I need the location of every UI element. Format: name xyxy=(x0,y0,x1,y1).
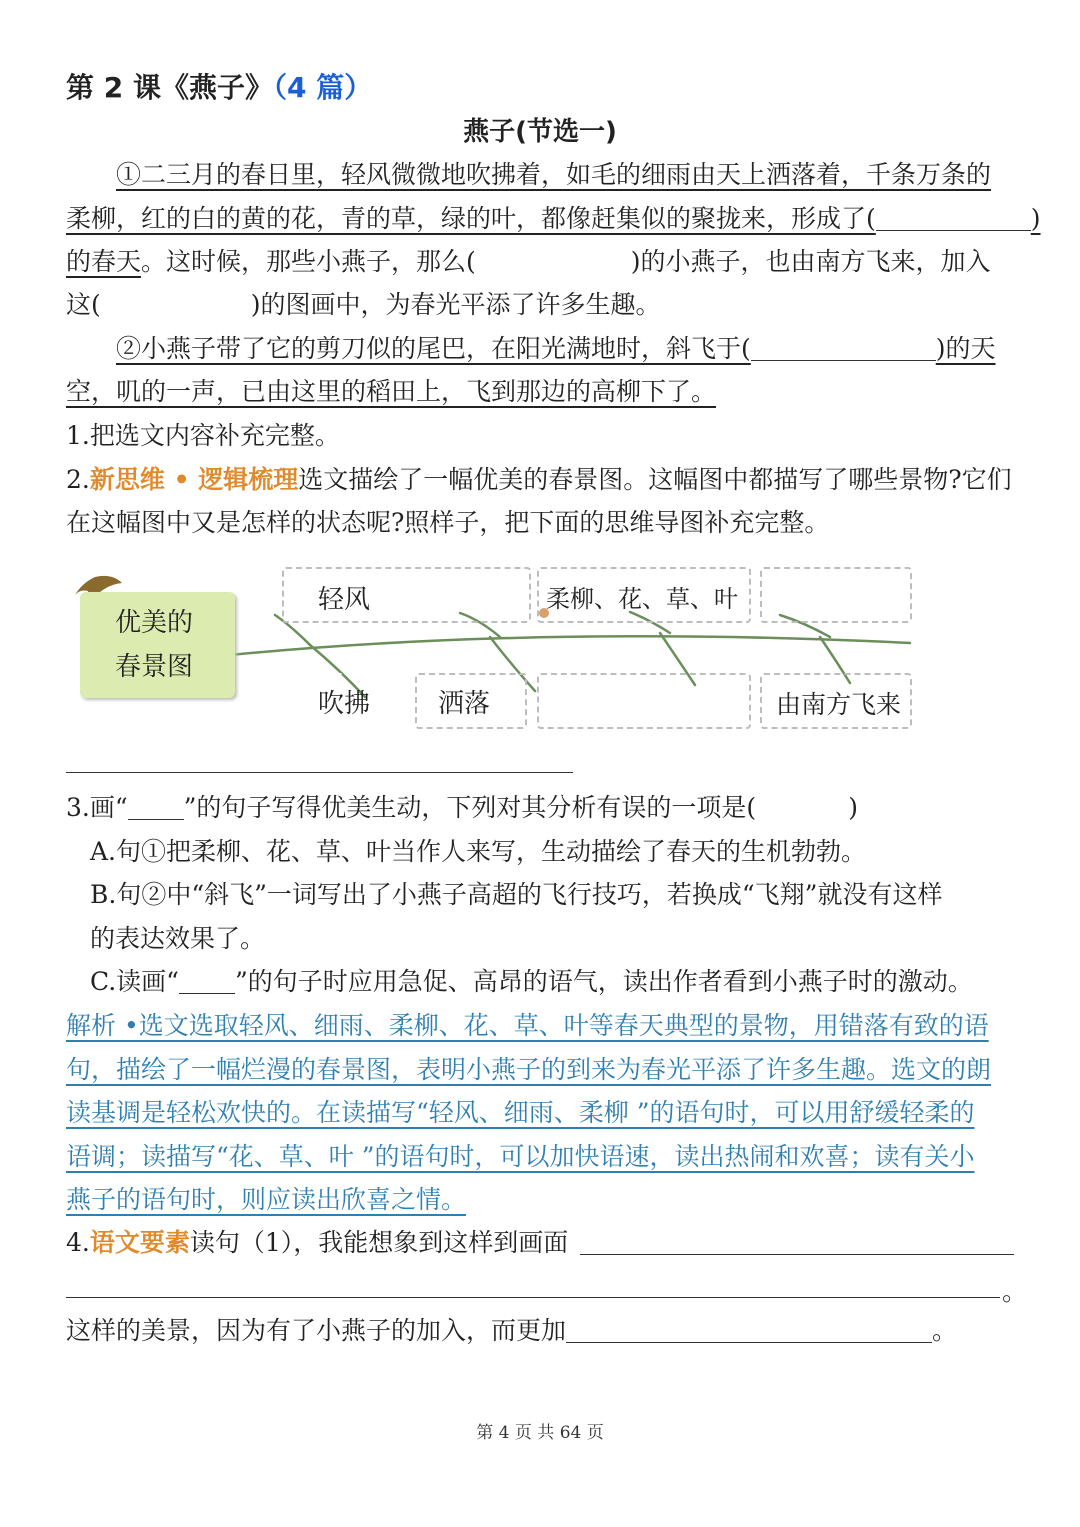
option-b-line2: 的表达效果了。 xyxy=(90,924,266,953)
analysis-line: 读基调是轻松欢快的。在读描写“轻风、细雨、柔柳 ”的语句时，可以用舒缓轻柔的 xyxy=(66,1098,975,1127)
lesson-count: （4 篇） xyxy=(272,71,373,104)
question-1: 1.把选文内容补充完整。 xyxy=(66,421,340,450)
mind-map-label: 轻风 xyxy=(318,585,371,615)
option-a: A.句①把柔柳、花、草、叶当作人来写，生动描绘了春天的生机勃勃。 xyxy=(90,837,867,866)
passage-line: ②小燕子带了它的剪刀似的尾巴，在阳光满地时，斜飞于( )的天 xyxy=(116,334,996,363)
option-c: C.读画“ ”的句子时应用急促、高昂的语气，读出作者看到小燕子时的激动。 xyxy=(90,967,973,996)
answer-blank[interactable] xyxy=(566,1316,932,1343)
mind-map xyxy=(60,555,920,745)
passage-line: 柔柳，红的白的黄的花，青的草，绿的叶，都像赶集似的聚拢来，形成了( ) xyxy=(66,204,1041,233)
analysis-line: 燕子的语句时，则应读出欣喜之情。 xyxy=(66,1185,467,1214)
question-4-line3: 这样的美景，因为有了小燕子的加入，而更加 。 xyxy=(66,1316,958,1345)
question-3: 3.画“ ”的句子写得优美生动，下列对其分析有误的一项是( ) xyxy=(66,793,858,822)
line-end-mark: 。 xyxy=(1002,1277,1028,1306)
passage-line: 的春天。这时候，那些小燕子，那么( )的小燕子，也由南方飞来，加入 xyxy=(66,247,991,276)
page-footer: 第 4 页 共 64 页 xyxy=(476,1423,604,1443)
center-line-2: 春景图 xyxy=(115,652,194,682)
analysis-line: 解析 •选文选取轻风、细雨、柔柳、花、草、叶等春天典型的景物，用错落有致的语 xyxy=(66,1011,989,1040)
passage-line: ①二三月的春日里，轻风微微地吹拂着，如毛的细雨由天上洒落着，千条万条的 xyxy=(116,160,992,189)
fill-blank[interactable] xyxy=(876,204,1031,231)
mind-map-label: 洒落 xyxy=(438,689,491,719)
mind-map-center xyxy=(80,592,235,698)
question-tag: 语文要素 xyxy=(89,1228,190,1257)
underline-sample xyxy=(128,793,184,820)
question-tag: 新思维 • 逻辑梳理 xyxy=(89,465,299,494)
answer-line[interactable] xyxy=(66,772,573,773)
mind-map-label: 吹拂 xyxy=(318,689,371,719)
mind-map-label: 由南方飞来 xyxy=(776,690,902,719)
passage-line: 这( )的图画中，为春光平添了许多生趣。 xyxy=(66,290,661,319)
fill-blank[interactable] xyxy=(751,334,936,361)
center-line-1: 优美的 xyxy=(115,608,194,638)
analysis-line: 语调；读描写“花、草、叶 ”的语句时，可以加快语速，读出热闹和欢喜；读有关小 xyxy=(66,1142,975,1171)
passage-line: 空，叽的一声，已由这里的稻田上，飞到那边的高柳下了。 xyxy=(66,377,717,406)
analysis-line: 句，描绘了一幅烂漫的春景图，表明小燕子的到来为春光平添了许多生趣。选文的朗 xyxy=(66,1055,992,1084)
mind-map-box-bottom[interactable] xyxy=(537,673,751,729)
passage-subtitle: 燕子(节选一) xyxy=(463,117,617,147)
answer-line[interactable] xyxy=(580,1254,1014,1255)
question-2: 2.新思维 • 逻辑梳理选文描绘了一幅优美的春景图。这幅图中都描写了哪些景物?它们 xyxy=(66,465,1012,494)
option-b: B.句②中“斜飞”一词写出了小燕子高超的飞行技巧，若换成“飞翔”就没有这样 xyxy=(90,880,943,909)
lesson-title: 第 2 课《燕子》 xyxy=(66,71,273,104)
mind-map-label: 柔柳、花、草、叶 xyxy=(546,585,738,613)
answer-line[interactable] xyxy=(66,1297,1000,1298)
underline-sample xyxy=(179,967,235,994)
question-4: 4.语文要素读句（1），我能想象到这样到画面 xyxy=(66,1228,569,1257)
question-2-line2: 在这幅图中又是怎样的状态呢?照样子，把下面的思维导图补充完整。 xyxy=(66,508,830,537)
mind-map-box-top[interactable] xyxy=(760,567,912,623)
lesson-heading xyxy=(66,68,372,108)
